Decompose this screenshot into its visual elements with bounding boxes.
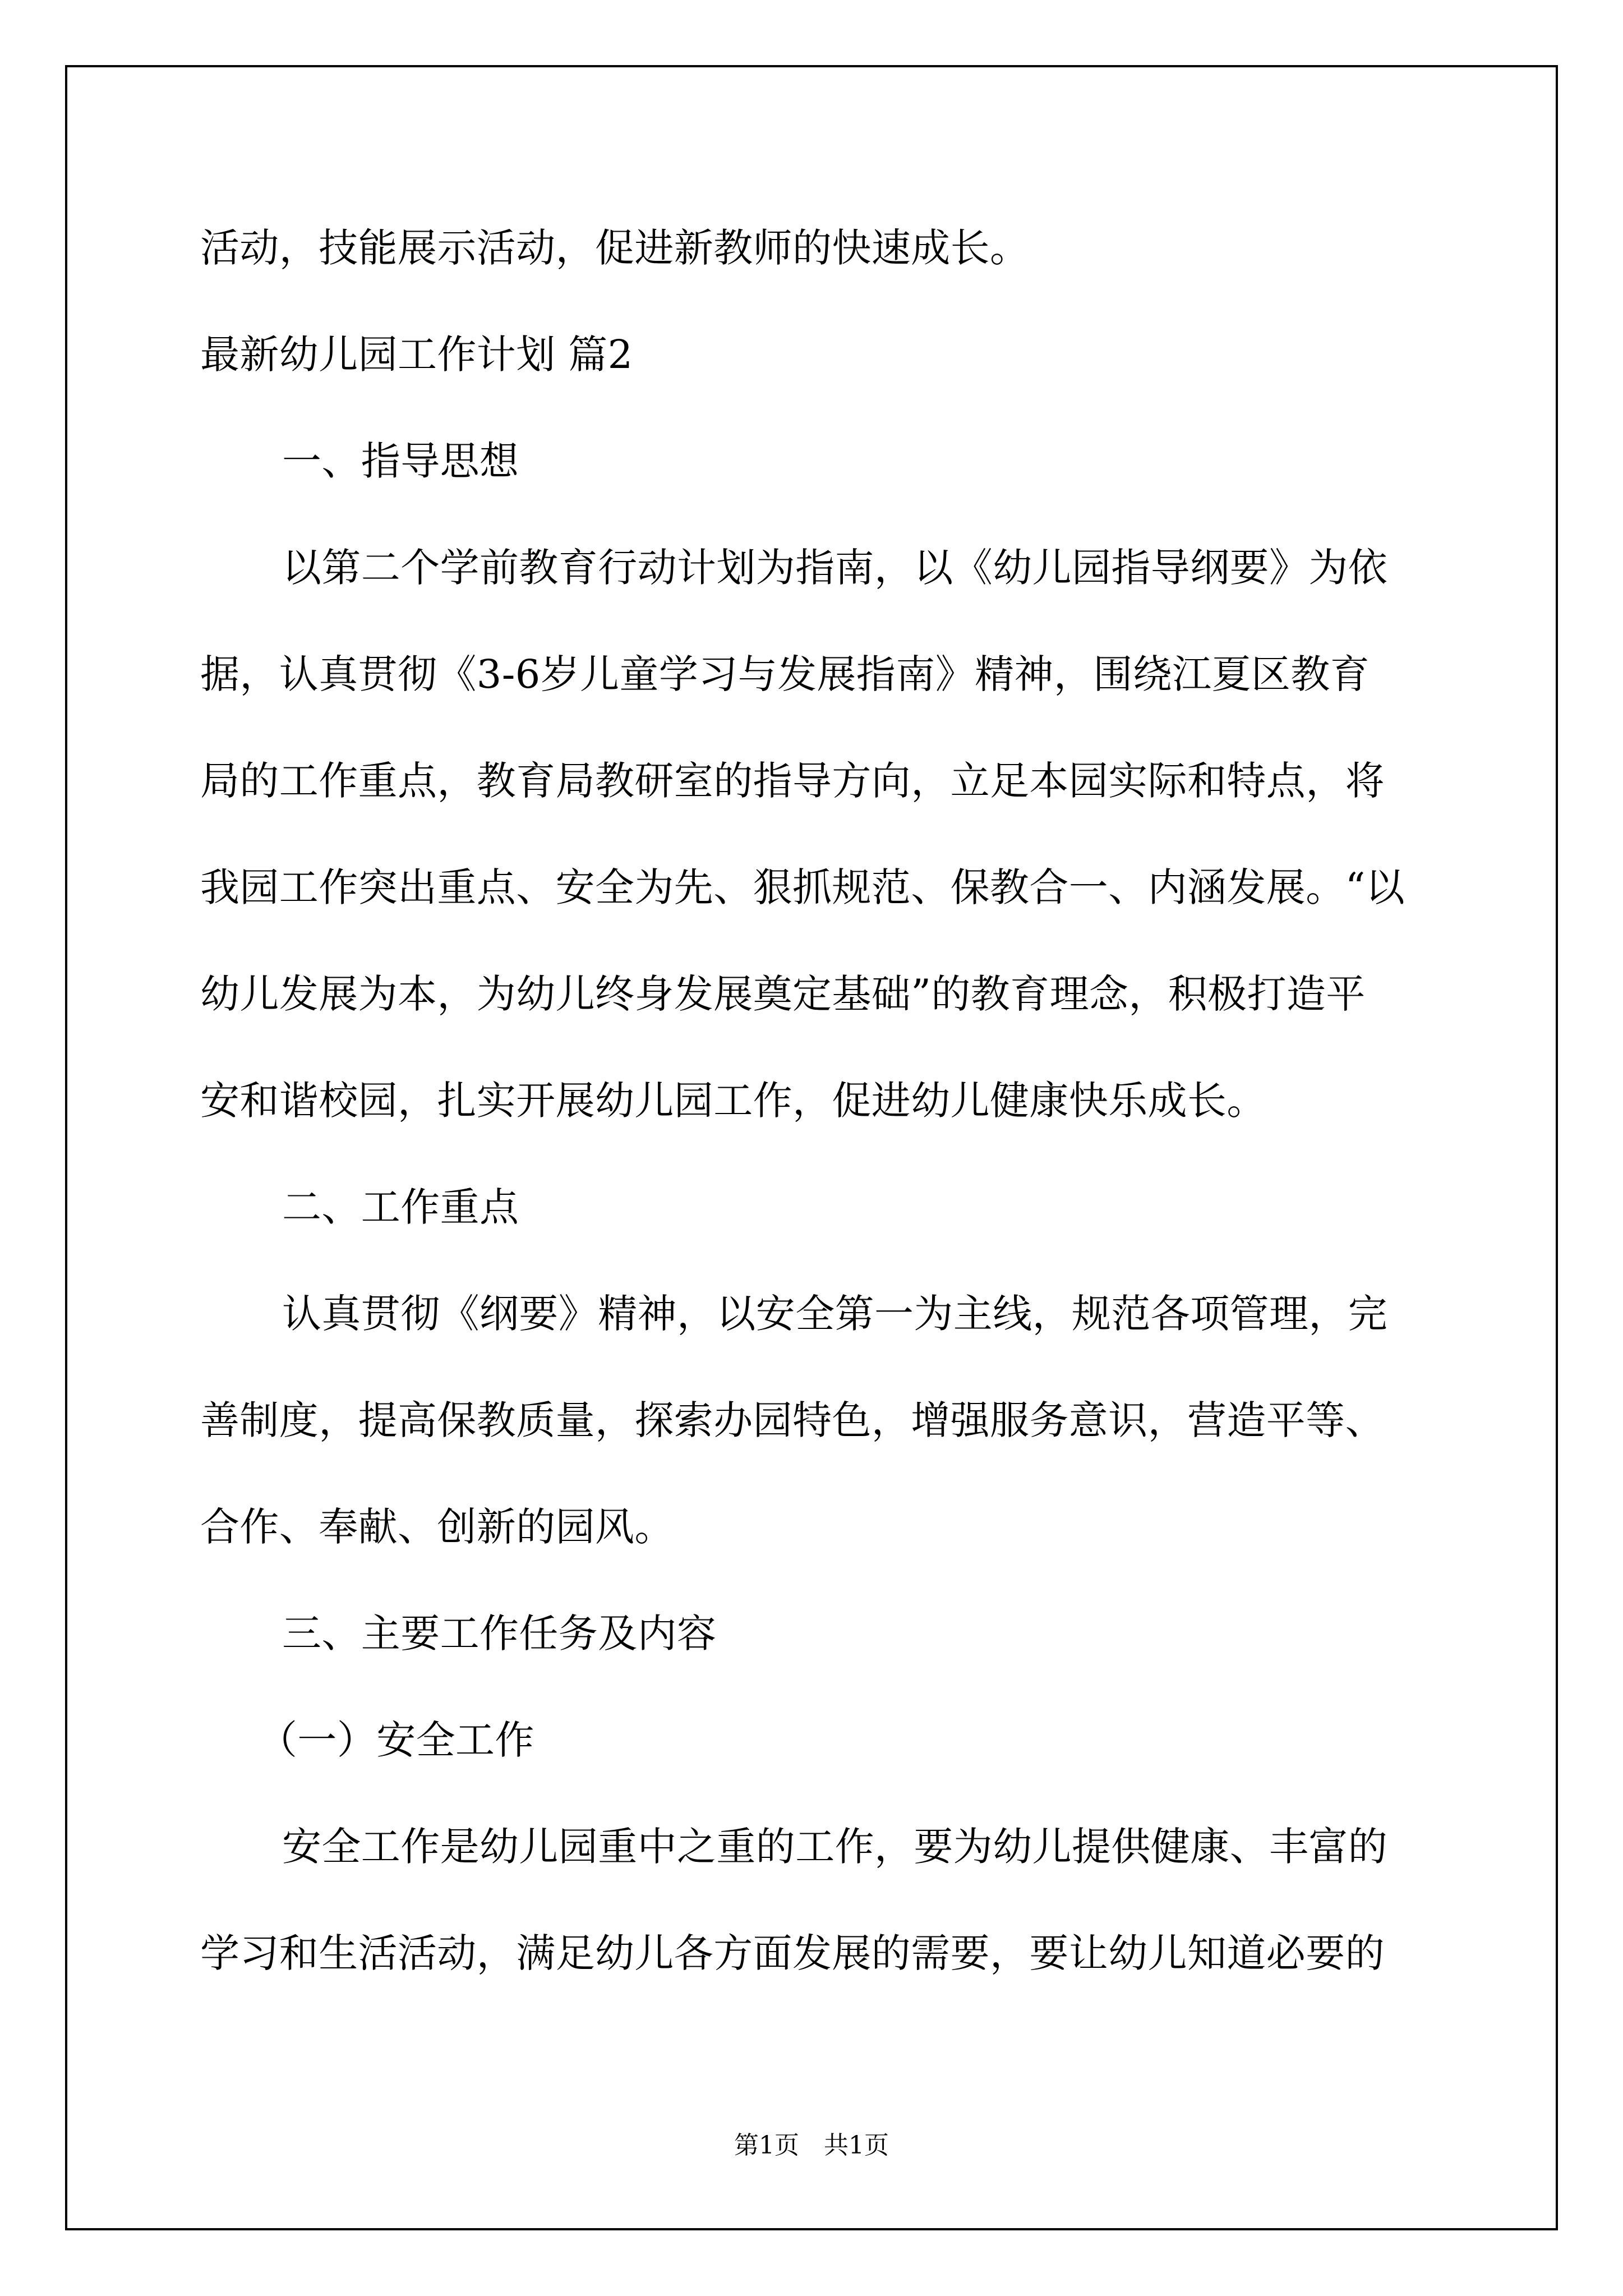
- page-number-footer: 第1页 共1页: [734, 2131, 889, 2160]
- text-line: 安和谐校园，扎实开展幼儿园工作，促进幼儿健康快乐成长。: [200, 1078, 1266, 1124]
- text-line: 合作、奉献、创新的园风。: [200, 1504, 674, 1550]
- text-line: 认真贯彻《纲要》精神，以安全第一为主线，规范各项管理，完: [282, 1291, 1388, 1337]
- text-line: 局的工作重点，教育局教研室的指导方向，立足本园实际和特点，将: [200, 758, 1385, 804]
- page-border: [65, 65, 1558, 2230]
- text-line: 三、主要工作任务及内容: [282, 1611, 717, 1657]
- text-line: 二、工作重点: [282, 1184, 519, 1230]
- text-line: 据，认真贯彻《3-6岁儿童学习与发展指南》精神，围绕江夏区教育: [200, 651, 1370, 697]
- text-line: 一、指导思想: [282, 438, 519, 484]
- text-line: 善制度，提高保教质量，探索办园特色，增强服务意识，营造平等、: [200, 1397, 1385, 1443]
- text-line: 学习和生活活动，满足幼儿各方面发展的需要，要让幼儿知道必要的: [200, 1930, 1385, 1976]
- text-line: 我园工作突出重点、安全为先、狠抓规范、保教合一、内涵发展。“以: [200, 864, 1405, 910]
- text-line: 活动，技能展示活动，促进新教师的快速成长。: [200, 225, 1030, 271]
- section-heading: 最新幼儿园工作计划 篇2: [200, 332, 633, 378]
- text-line: 以第二个学前教育行动计划为指南，以《幼儿园指导纲要》为依: [282, 545, 1388, 591]
- text-line: （一）安全工作: [258, 1717, 534, 1763]
- text-line: 安全工作是幼儿园重中之重的工作，要为幼儿提供健康、丰富的: [282, 1824, 1388, 1870]
- text-line: 幼儿发展为本，为幼儿终身发展奠定基础”的教育理念，积极打造平: [200, 971, 1366, 1017]
